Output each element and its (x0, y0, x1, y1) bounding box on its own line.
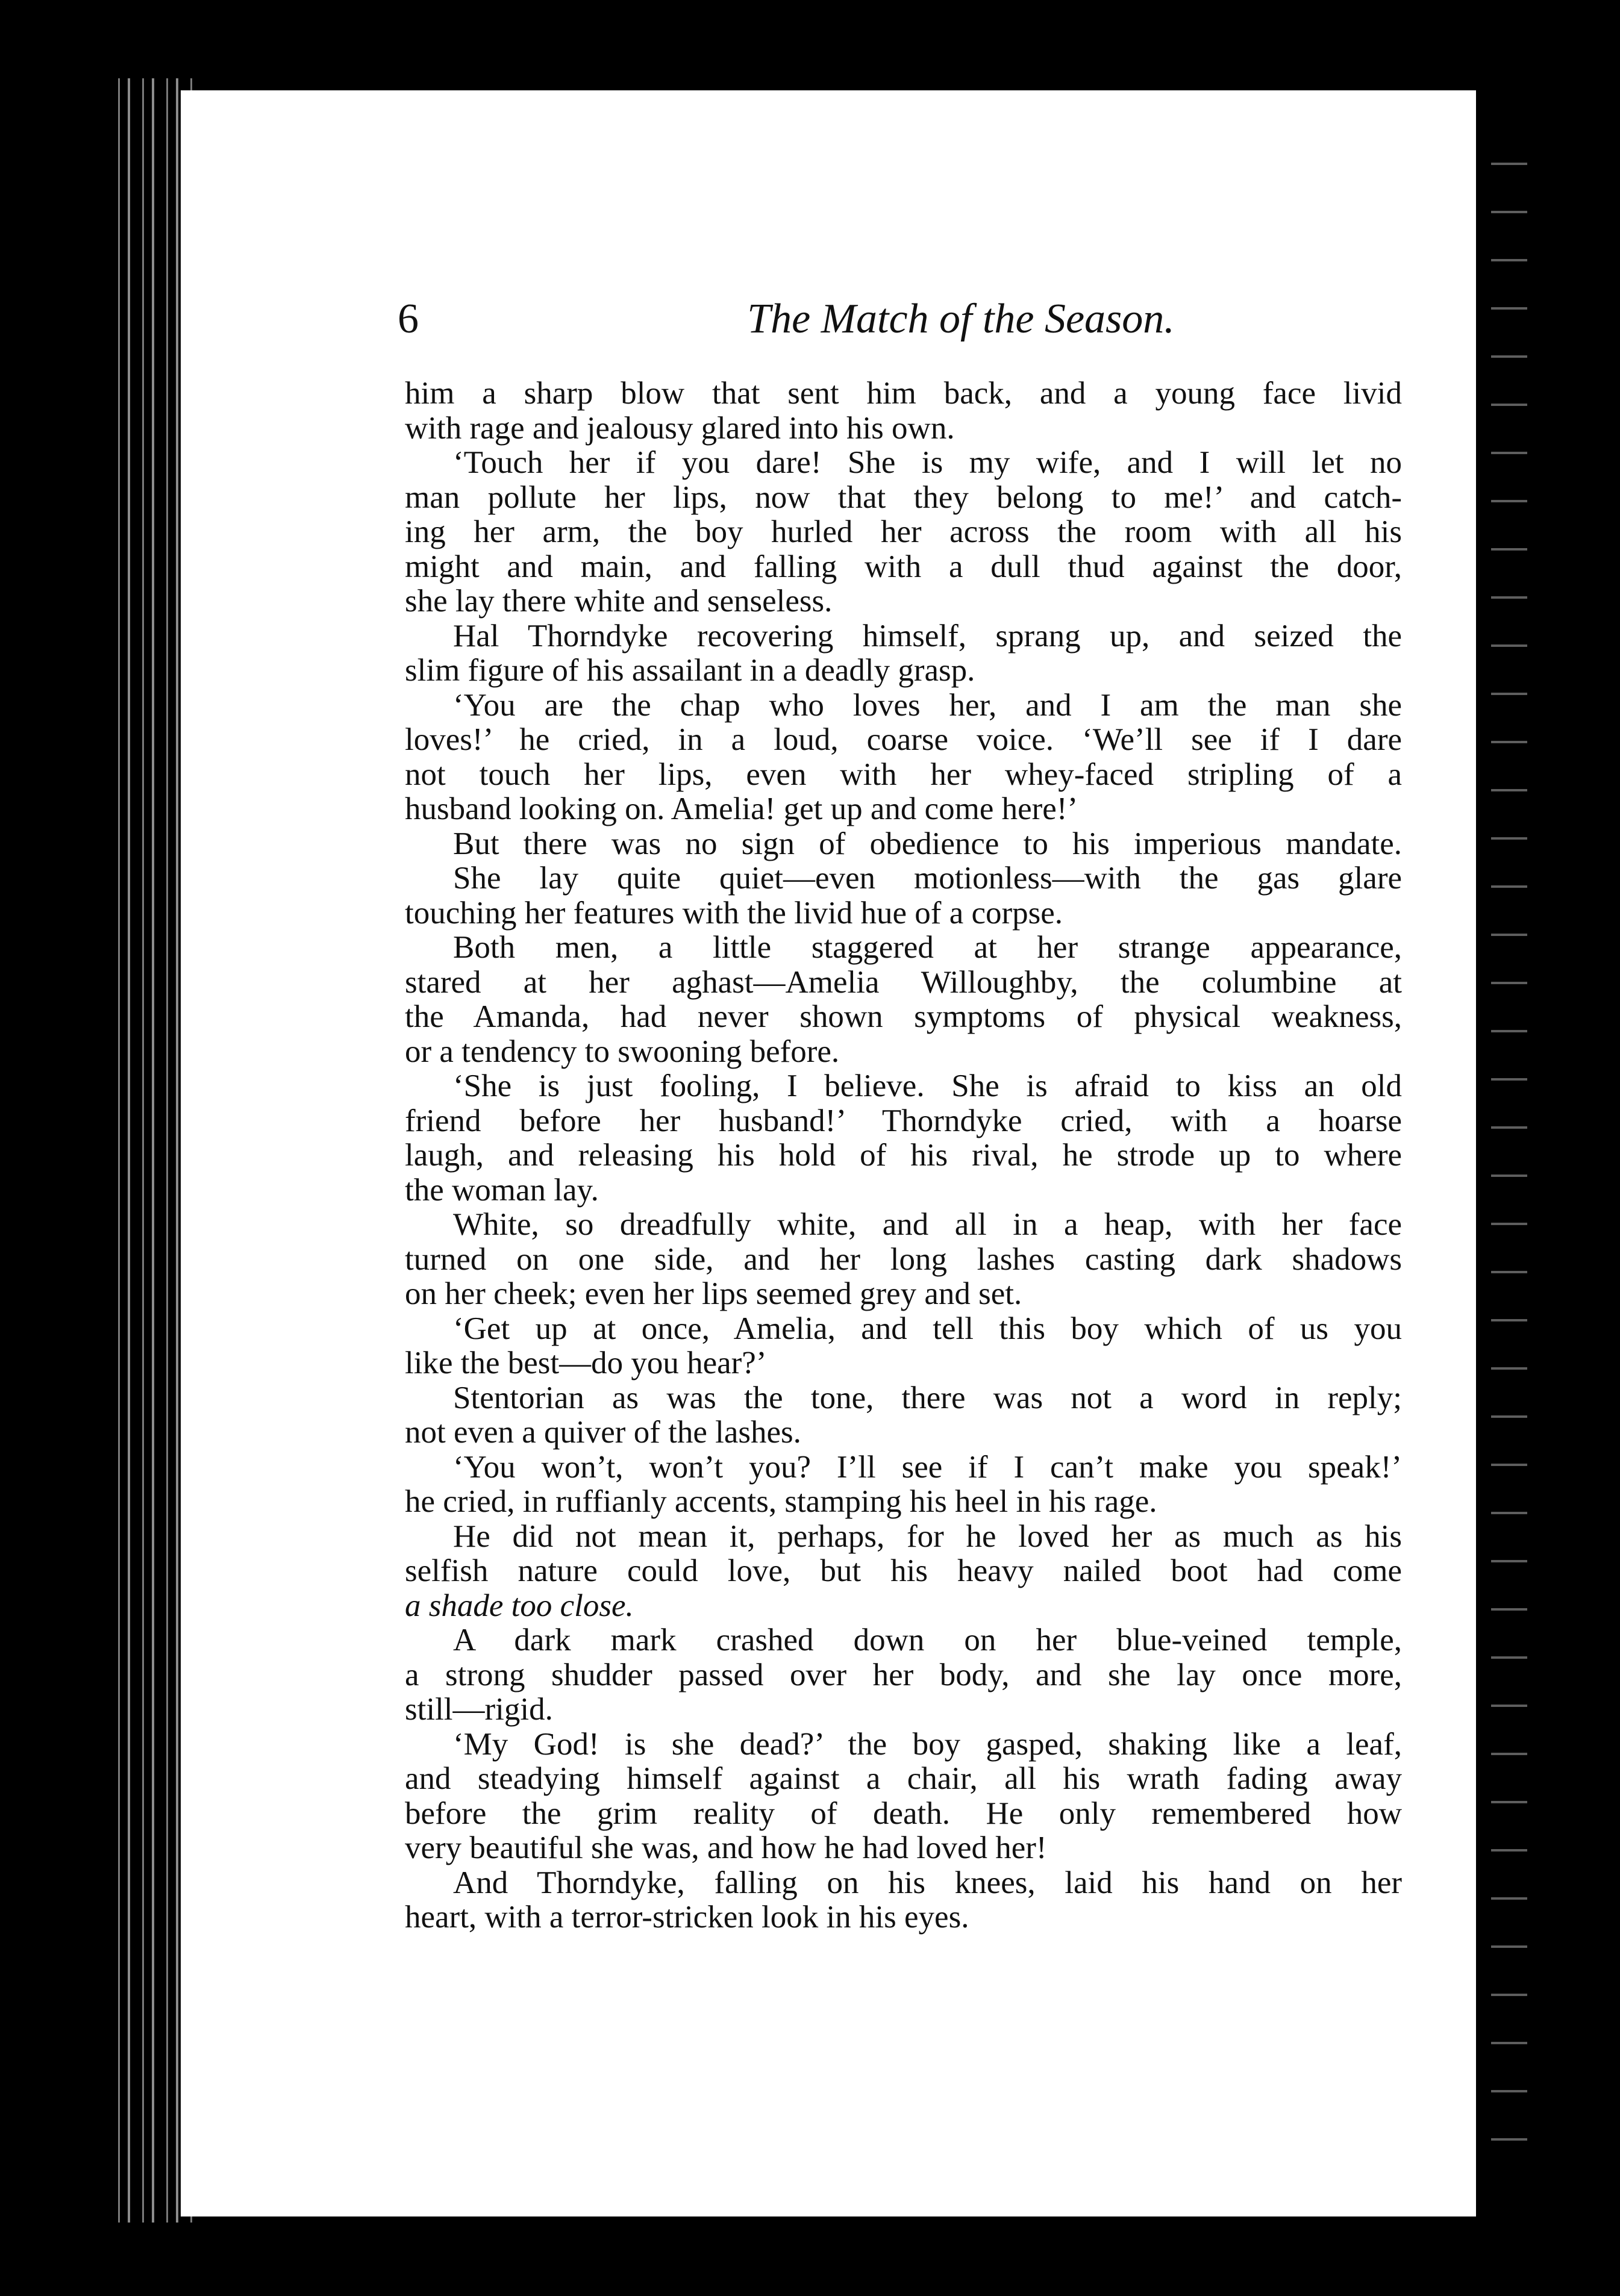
page-header (398, 295, 1356, 355)
text-line: And Thorndyke, falling on his knees, laid his hand on her (453, 1865, 1402, 1900)
text-line: husband looking on. Amelia! get up and come here!’ (405, 792, 1078, 826)
text-line: still—rigid. (405, 1692, 553, 1727)
text-line: loves!’ he cried, in a loud, coarse voice. ‘We’ll see if I dare (405, 723, 1402, 757)
text-line: she lay there white and senseless. (405, 584, 833, 619)
text-line: ‘You are the chap who loves her, and I am the man she (453, 688, 1402, 723)
text-line: touching her features with the livid hue of a corpse. (405, 896, 1063, 931)
text-line: the woman lay. (405, 1173, 599, 1208)
text-line: Stentorian as was the tone, there was not a word in reply; (453, 1380, 1402, 1415)
text-line: him a sharp blow that sent him back, and a young face livid (405, 376, 1402, 411)
text-line: a shade too close. (405, 1588, 634, 1623)
text-line: man pollute her lips, now that they belong to me!’ and catch- (405, 480, 1402, 515)
text-line: not touch her lips, even with her whey-faced stripling of a (405, 757, 1402, 792)
body-text (405, 376, 1402, 1935)
text-line: ‘She is just fooling, I believe. She is afraid to kiss an old (453, 1069, 1402, 1103)
text-line: Both men, a little staggered at her strange appearance, (453, 931, 1402, 965)
text-line: stared at her aghast—Amelia Willoughby, the columbine at (405, 965, 1402, 1000)
text-line: with rage and jealousy glared into his own. (405, 411, 955, 446)
text-line: slim figure of his assailant in a deadly grasp. (405, 654, 975, 688)
running-title: The Match of the Season. (747, 296, 1175, 342)
text-line: heart, with a terror-stricken look in his eyes. (405, 1900, 969, 1935)
text-line: White, so dreadfully white, and all in a heap, with her face (453, 1208, 1402, 1242)
text-line: very beautiful she was, and how he had loved her! (405, 1831, 1047, 1865)
text-line: ‘My God! is she dead?’ the boy gasped, shaking like a leaf, (453, 1727, 1402, 1762)
text-line: ‘You won’t, won’t you? I’ll see if I can’t make you speak!’ (453, 1450, 1402, 1485)
text-line: turned on one side, and her long lashes casting dark shadows (405, 1242, 1402, 1277)
page-number: 6 (398, 296, 419, 342)
text-line: laugh, and releasing his hold of his rival, he strode up to where (405, 1138, 1402, 1173)
text-line: on her cheek; even her lips seemed grey and set. (405, 1277, 1022, 1311)
text-line: ‘Touch her if you dare! She is my wife, and I will let no (453, 446, 1402, 480)
text-line: ‘Get up at once, Amelia, and tell this boy which of us you (453, 1311, 1402, 1346)
text-line: like the best—do you hear?’ (405, 1346, 767, 1380)
text-line: before the grim reality of death. He only remembered how (405, 1796, 1402, 1831)
text-line: and steadying himself against a chair, all his wrath fading away (405, 1762, 1402, 1796)
text-line: not even a quiver of the lashes. (405, 1415, 801, 1450)
text-line: selfish nature could love, but his heavy nailed boot had come (405, 1554, 1402, 1588)
text-line: ing her arm, the boy hurled her across the room with all his (405, 515, 1402, 549)
text-line: might and main, and falling with a dull thud against the door, (405, 549, 1402, 584)
text-line: he cried, in ruffianly accents, stamping his heel in his rage. (405, 1485, 1157, 1519)
text-line: a strong shudder passed over her body, and she lay once more, (405, 1658, 1402, 1692)
text-line: But there was no sign of obedience to his imperious mandate. (453, 826, 1402, 861)
text-line: the Amanda, had never shown symptoms of physical weakness, (405, 1000, 1402, 1034)
text-line: He did not mean it, perhaps, for he loved her as much as his (453, 1519, 1402, 1554)
scan-border-right (1491, 145, 1527, 2168)
text-line: Hal Thorndyke recovering himself, sprang up, and seized the (453, 619, 1402, 654)
text-line: or a tendency to swooning before. (405, 1034, 840, 1069)
text-line: A dark mark crashed down on her blue-veined temple, (453, 1623, 1402, 1658)
text-line: She lay quite quiet—even motionless—with the gas glare (453, 861, 1402, 896)
text-line: friend before her husband!’ Thorndyke cried, with a hoarse (405, 1103, 1402, 1138)
